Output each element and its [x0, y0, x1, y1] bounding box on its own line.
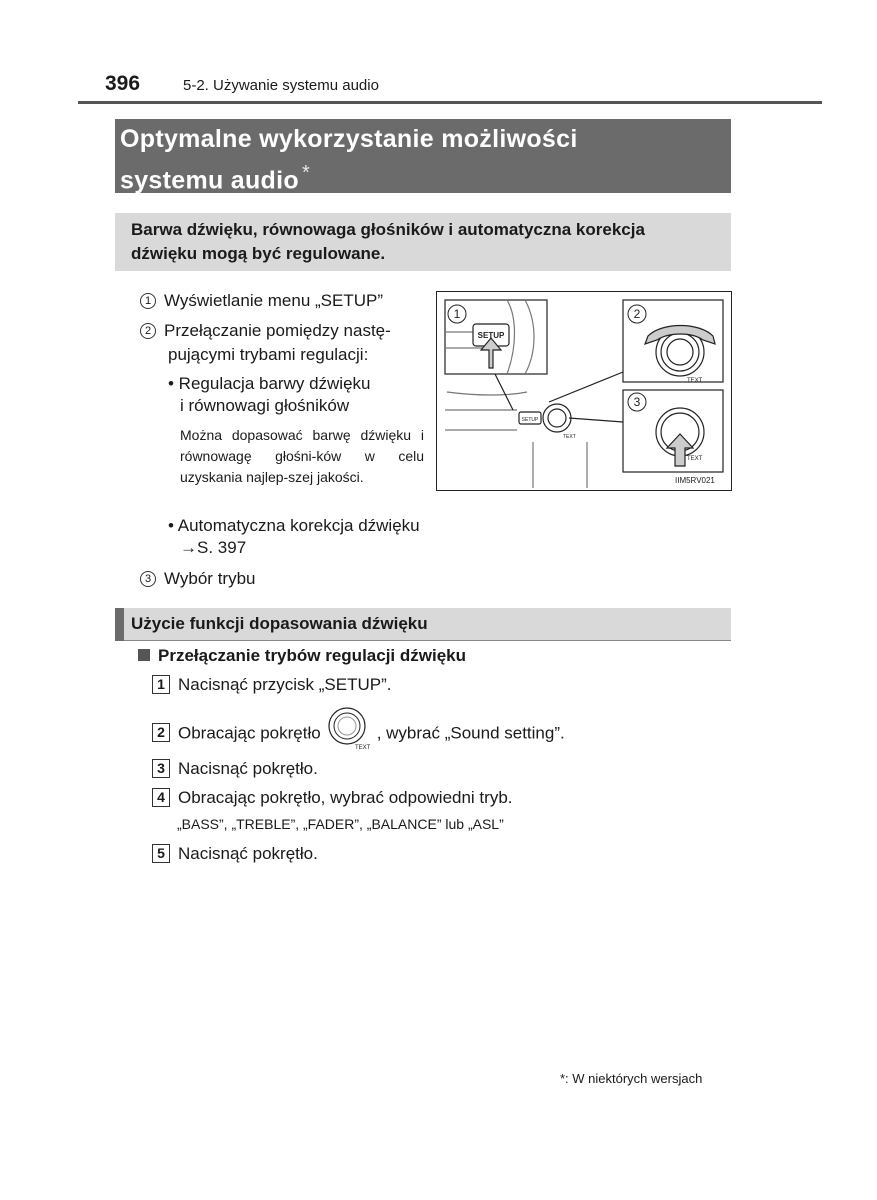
subsection-header-accent: [115, 608, 124, 641]
intro-line-2: dźwięku mogą być regulowane.: [131, 244, 386, 263]
title-line-2-text: systemu audio: [120, 166, 299, 195]
tune-knob: [543, 404, 571, 432]
step-number-5: 5: [152, 844, 170, 863]
audio-controls-illustration: [436, 291, 732, 491]
step-2: [152, 718, 565, 750]
page-number: 396: [105, 72, 141, 95]
step-1: [152, 675, 391, 695]
figure-callout-3: 3: [633, 395, 641, 409]
square-bullet-icon: [138, 649, 150, 661]
list-item-2-line-1: Przełączanie pomiędzy nastę-: [164, 321, 391, 340]
step-number-2: 2: [152, 723, 170, 742]
setup-label-panel: SETUP: [521, 417, 539, 423]
step-4: [152, 788, 513, 808]
step-4-modes: „BASS”, „TREBLE”, „FADER”, „BALANCE” lub „ASL”: [177, 816, 504, 832]
step-number-4: 4: [152, 788, 170, 807]
title-line-1: Optymalne wykorzystanie możliwości: [120, 125, 578, 153]
knob-text-label: TEXT: [354, 745, 371, 750]
title-line-2: [120, 156, 578, 197]
list-item-2: [140, 319, 425, 367]
header-rule: [78, 101, 822, 104]
procedure-heading: [138, 646, 466, 666]
subsection-title: Użycie funkcji dopasowania dźwięku: [131, 614, 428, 633]
figure-callout-2: 2: [633, 307, 641, 321]
list-item-2-line-2: pującymi trybami regulacji:: [168, 345, 369, 364]
page-reference: →S. 397: [180, 538, 247, 557]
procedure-heading-text: Przełączanie trybów regulacji dźwięku: [158, 646, 466, 665]
circled-number-3: 3: [140, 571, 156, 587]
text-label-panel: TEXT: [563, 434, 576, 440]
step-2-text-after: , wybrać „Sound setting”.: [376, 723, 565, 743]
step-2-text-before: Obracając pokrętło: [178, 723, 321, 743]
list-item-1: [140, 289, 383, 313]
figure-callout-1: 1: [453, 307, 461, 321]
asterisk-mark: *: [301, 162, 311, 184]
step-1-text: Nacisnąć przycisk „SETUP”.: [178, 675, 392, 694]
step-number-3: 3: [152, 759, 170, 778]
step-3-text: Nacisnąć pokrętło.: [178, 759, 318, 778]
step-5: [152, 844, 318, 864]
step-number-1: 1: [152, 675, 170, 694]
tune-knob-icon: [325, 706, 373, 750]
intro-line-1: Barwa dźwięku, równowaga głośników i automatyczna korekcja: [131, 220, 645, 239]
page-title: [120, 122, 578, 197]
step-5-text: Nacisnąć pokrętło.: [178, 844, 318, 863]
circled-number-2: 2: [140, 323, 156, 339]
step-3: [152, 759, 318, 779]
step-4-text: Obracając pokrętło, wybrać odpowiedni tryb.: [178, 788, 513, 807]
circled-number-1: 1: [140, 293, 156, 309]
setup-label-zoom: SETUP: [477, 331, 505, 340]
footnote: *: W niektórych wersjach: [560, 1071, 703, 1086]
bullet-1-line-1: • Regulacja barwy dźwięku: [168, 374, 371, 393]
bullet-1-line-2: i równowagi głośników: [180, 396, 350, 415]
bullet-2: • Automatyczna korekcja dźwięku: [168, 516, 420, 535]
note-text: Można dopasować barwę dźwięku i równowagę głośni-ków w celu uzyskania najlep-szej jakości.: [180, 427, 424, 485]
list-item-1-text: Wyświetlanie menu „SETUP”: [164, 291, 384, 310]
text-label-inset-3: TEXT: [687, 456, 703, 462]
figure-code: IIM5RV021: [675, 476, 715, 485]
list-item-3: [140, 567, 255, 591]
intro-text: [131, 218, 721, 266]
section-label: 5-2. Używanie systemu audio: [183, 77, 379, 94]
list-item-3-text: Wybór trybu: [164, 569, 256, 588]
text-label-inset-2: TEXT: [687, 378, 703, 384]
